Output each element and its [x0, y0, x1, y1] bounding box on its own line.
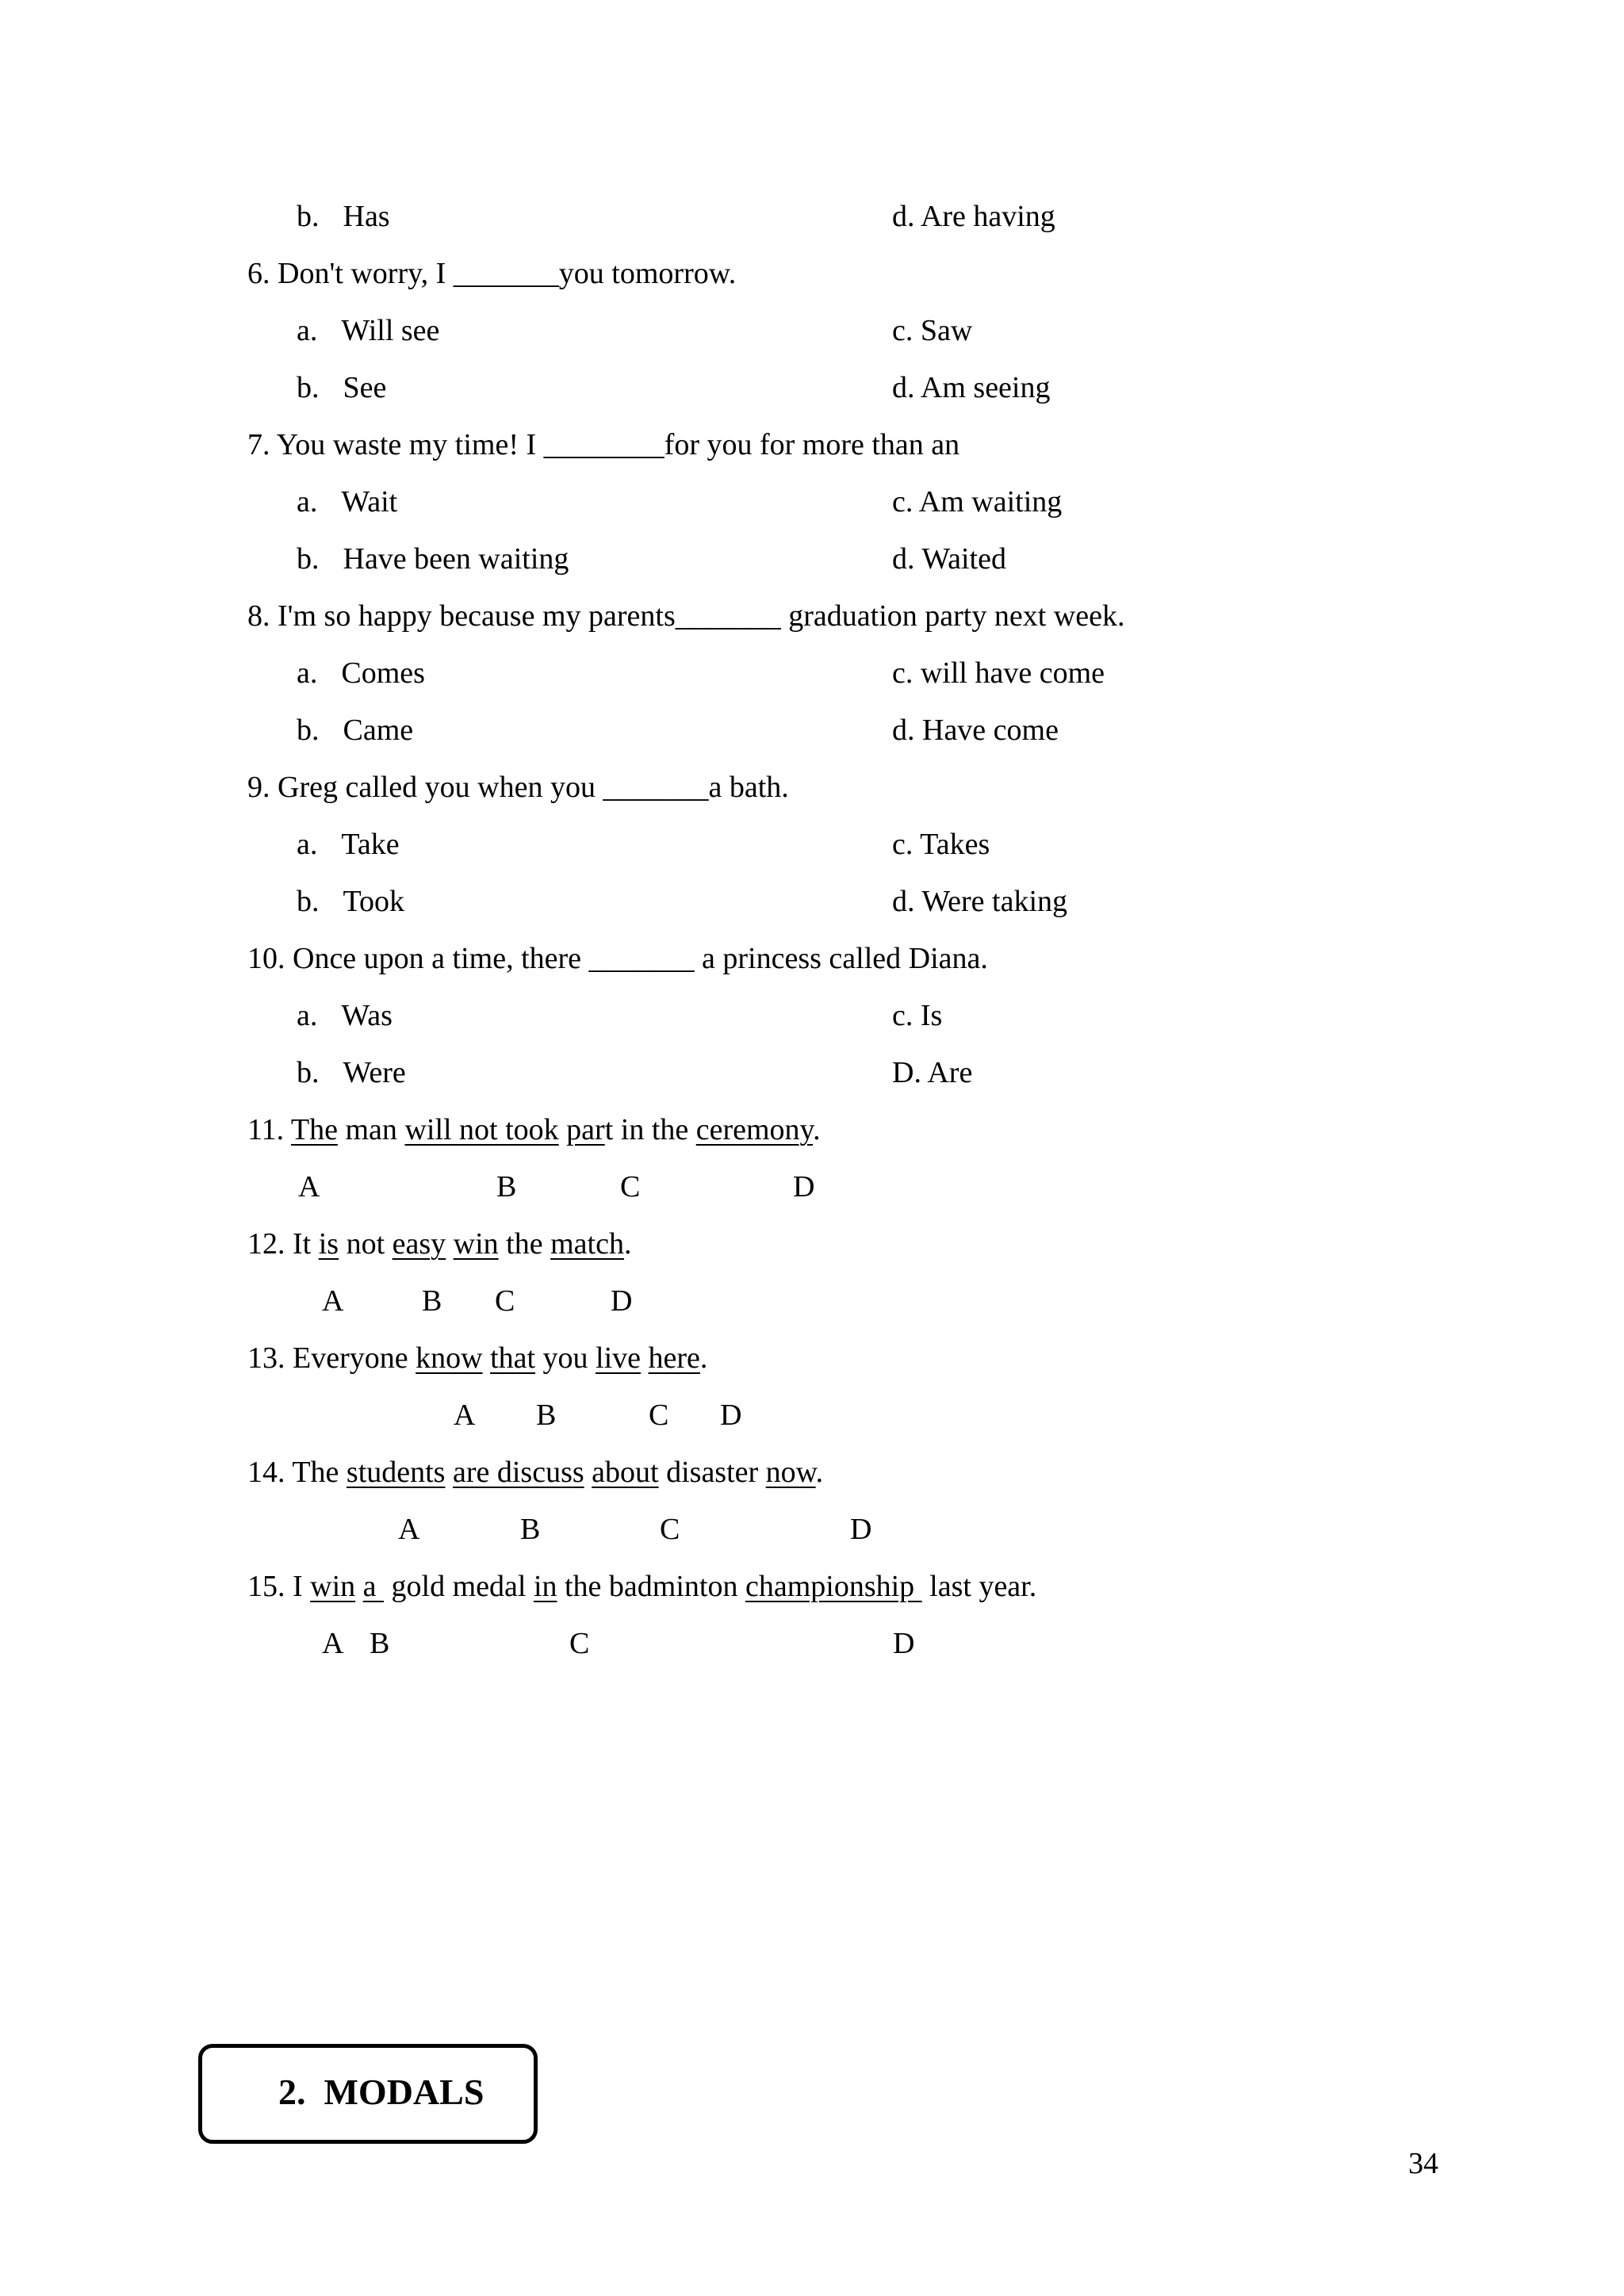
section-title: 2. MODALS [278, 2072, 485, 2112]
sentence-text: I [293, 1570, 311, 1603]
sentence-text [446, 1227, 454, 1261]
q7-option-a [297, 484, 397, 520]
sentence-text: . [815, 1456, 824, 1489]
sentence-text: t in the [604, 1113, 696, 1146]
q7-question [247, 427, 959, 463]
question-text: a bath. [708, 771, 789, 804]
question-number: 9. [247, 771, 270, 804]
option-letter: b. [297, 371, 320, 404]
q7-option-c: c. Am waiting [892, 485, 1063, 519]
underlined-option-c: win [453, 1227, 499, 1261]
q9-option-c: c. Takes [892, 828, 990, 861]
sentence-text: gold medal [384, 1570, 534, 1603]
underlined-option-b: will not took [404, 1113, 559, 1146]
answer-letter-a: A [398, 1513, 420, 1546]
answer-letter-a: A [454, 1399, 476, 1432]
underlined-option-c: live [596, 1341, 642, 1375]
option-text: See [343, 371, 387, 404]
q8-option-a [297, 655, 425, 691]
option-text: Has [343, 200, 390, 233]
option-letter: b. [297, 542, 320, 576]
answer-letter-b: B [520, 1513, 541, 1546]
underlined-option-a: win [310, 1570, 356, 1603]
answer-letter-a: A [322, 1284, 344, 1318]
question-text: You waste my time! I [276, 428, 544, 461]
option-letter: a. [297, 999, 318, 1032]
sentence-text [355, 1570, 363, 1603]
underlined-option-a: is [318, 1227, 339, 1261]
answer-letter-c: C [495, 1284, 515, 1318]
question-number: 14. [247, 1456, 285, 1489]
option-text: Wait [341, 485, 398, 519]
sentence-text: Everyone [293, 1341, 416, 1375]
answer-letter-d: D [850, 1513, 872, 1546]
sentence-text: last year. [921, 1570, 1037, 1603]
question-number: 13. [247, 1341, 285, 1375]
option-letter: b. [297, 1056, 320, 1089]
sentence-text [445, 1456, 453, 1489]
option-text: Comes [341, 656, 425, 690]
underlined-option-a: students [346, 1456, 446, 1489]
option-letter: b. [297, 885, 320, 918]
question-number: 8. [247, 599, 270, 633]
underlined-option-a: know [416, 1341, 483, 1375]
section-heading-box [198, 2044, 538, 2144]
q6-option-c: c. Saw [892, 314, 973, 347]
question-text: Greg called you when you [278, 771, 603, 804]
sentence-text: man [338, 1113, 405, 1146]
sentence-text: not [339, 1227, 393, 1261]
option-text: Were [343, 1056, 406, 1089]
blank: _______ [453, 257, 559, 290]
q10-option-b [297, 1054, 406, 1091]
question-number: 10. [247, 942, 285, 975]
q9-option-d: d. Were taking [892, 885, 1068, 918]
blank: _______ [603, 771, 709, 804]
sentence-text: It [293, 1227, 319, 1261]
q8-option-b [297, 712, 413, 748]
q8-option-c: c. will have come [892, 656, 1105, 690]
question-number: 15. [247, 1570, 285, 1603]
underlined-option-b: easy [392, 1227, 446, 1261]
q5-option-b [297, 198, 390, 235]
q6-option-a [297, 312, 439, 349]
answer-letter-c: C [620, 1170, 641, 1203]
question-text: I'm so happy because my parents [278, 599, 676, 633]
question-text: for you for more than an [664, 428, 960, 461]
underlined-option-d: ceremony [695, 1113, 814, 1146]
question-text: graduation party next week. [780, 599, 1125, 633]
question-number: 7. [247, 428, 270, 461]
option-text: Came [343, 714, 414, 747]
option-letter: a. [297, 485, 318, 519]
option-text: Will see [341, 314, 440, 347]
blank: ________ [543, 428, 665, 461]
q8-question [247, 598, 1124, 634]
underlined-option-c: about [592, 1456, 659, 1489]
sentence-text: . [813, 1113, 821, 1146]
option-letter: b. [297, 714, 320, 747]
option-text: Take [341, 828, 400, 861]
option-text: Took [343, 885, 405, 918]
answer-letter-d: D [793, 1170, 815, 1203]
answer-letter-b: B [422, 1284, 442, 1318]
answer-letter-b: B [496, 1170, 517, 1203]
option-text: Have been waiting [343, 542, 569, 576]
sentence-text [483, 1341, 491, 1375]
q11-sentence [247, 1112, 821, 1148]
question-text: Once upon a time, there [293, 942, 589, 975]
answer-letter-b: B [370, 1627, 390, 1660]
page-number: 34 [1408, 2147, 1438, 2180]
underlined-option-b: a [362, 1570, 385, 1603]
option-letter: b. [297, 200, 320, 233]
underlined-option-d: now [765, 1456, 816, 1489]
sentence-text: The [292, 1456, 347, 1489]
question-number: 12. [247, 1227, 285, 1261]
q7-option-b [297, 541, 569, 577]
q10-option-c: c. Is [892, 999, 943, 1032]
q5-option-d: d. Are having [892, 200, 1055, 233]
underlined-option-d: here [648, 1341, 700, 1375]
question-number: 6. [247, 257, 270, 290]
q13-sentence [247, 1340, 707, 1376]
answer-letter-d: D [893, 1627, 915, 1660]
sentence-text: the [498, 1227, 551, 1261]
sentence-text [559, 1113, 567, 1146]
q10-option-d: D. Are [892, 1056, 973, 1089]
q10-question [247, 940, 988, 977]
answer-letter-d: D [720, 1399, 742, 1432]
underlined-option-b: that [490, 1341, 536, 1375]
underlined-option-c: par [566, 1113, 605, 1146]
q12-sentence [247, 1226, 631, 1262]
q9-option-a [297, 826, 400, 863]
sentence-text: you [535, 1341, 596, 1375]
blank: _______ [588, 942, 695, 975]
sentence-text [641, 1341, 649, 1375]
answer-letter-c: C [569, 1627, 590, 1660]
question-text: a princess called Diana. [694, 942, 988, 975]
q10-option-a [297, 997, 393, 1034]
answer-letter-c: C [660, 1513, 680, 1546]
q7-option-d: d. Waited [892, 542, 1006, 576]
blank: _______ [675, 599, 781, 633]
q9-question [247, 769, 789, 806]
option-text: Was [341, 999, 393, 1032]
sentence-text: . [699, 1341, 708, 1375]
underlined-option-d: match [550, 1227, 624, 1261]
q6-question [247, 255, 736, 292]
answer-letter-d: D [611, 1284, 633, 1318]
sentence-text: the badminton [557, 1570, 745, 1603]
underlined-option-a: The [290, 1113, 338, 1146]
answer-letter-b: B [536, 1399, 557, 1432]
question-text: you tomorrow. [558, 257, 737, 290]
answer-letter-c: C [649, 1399, 669, 1432]
question-text: Don't worry, I [278, 257, 454, 290]
sentence-text: . [623, 1227, 632, 1261]
q6-option-b [297, 369, 386, 406]
sentence-text: disaster [658, 1456, 766, 1489]
underlined-option-c: in [533, 1570, 557, 1603]
underlined-option-d: championship [745, 1570, 922, 1603]
answer-letter-a: A [298, 1170, 320, 1203]
option-letter: a. [297, 314, 318, 347]
answer-letter-a: A [322, 1627, 344, 1660]
q14-sentence [247, 1454, 823, 1490]
q6-option-d: d. Am seeing [892, 371, 1051, 404]
sentence-text [584, 1456, 592, 1489]
underlined-option-b: are discuss [452, 1456, 584, 1489]
option-letter: a. [297, 656, 318, 690]
option-letter: a. [297, 828, 318, 861]
question-number: 11. [247, 1113, 285, 1146]
q9-option-b [297, 883, 404, 920]
q8-option-d: d. Have come [892, 714, 1059, 747]
q15-sentence [247, 1568, 1036, 1605]
